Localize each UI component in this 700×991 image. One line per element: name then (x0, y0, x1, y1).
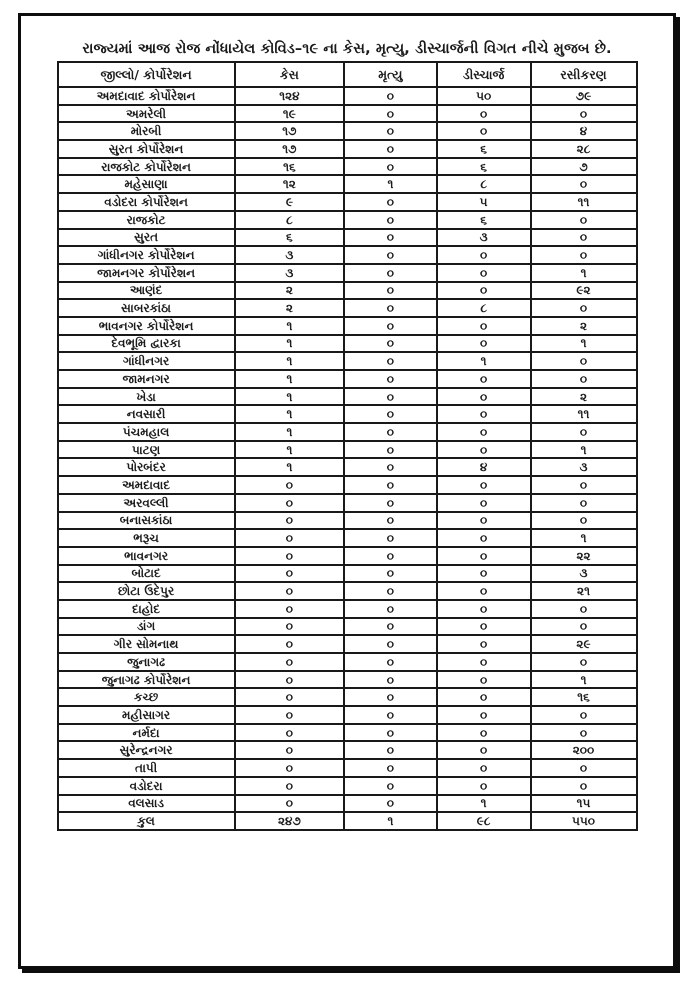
table-row (58, 635, 637, 653)
table-row (58, 388, 637, 406)
table-row (58, 671, 637, 689)
vaccination-cell: ૧૫ (531, 795, 637, 813)
deaths-cell: ૦ (344, 211, 437, 229)
cases-cell: ૦ (235, 600, 344, 618)
vaccination-cell: ૨૨ (531, 547, 637, 565)
district-cell: ખેડા (58, 388, 235, 406)
deaths-cell: ૦ (344, 264, 437, 282)
deaths-cell: ૦ (344, 688, 437, 706)
deaths-cell: ૦ (344, 600, 437, 618)
cases-cell: ૦ (235, 635, 344, 653)
discharge-cell: ૧ (437, 795, 531, 813)
discharge-cell: ૦ (437, 388, 531, 406)
cases-cell: ૦ (235, 795, 344, 813)
vaccination-cell: ૦ (531, 759, 637, 777)
table-row (58, 706, 637, 724)
deaths-cell: ૦ (344, 724, 437, 742)
district-cell: જામનગર (58, 370, 235, 388)
district-cell: અરવલ્લી (58, 494, 235, 512)
district-cell: તાપી (58, 759, 235, 777)
discharge-cell: ૦ (437, 423, 531, 441)
deaths-cell: ૦ (344, 122, 437, 140)
district-cell: સુરત કોર્પોરેશન (58, 140, 235, 158)
table-row (58, 512, 637, 530)
discharge-cell: ૦ (437, 405, 531, 423)
district-cell: ગાંધીનગર (58, 352, 235, 370)
district-cell: પોરબંદર (58, 458, 235, 476)
table-row (58, 193, 637, 211)
district-cell: અમદાવાદ (58, 476, 235, 494)
cases-cell: ૦ (235, 565, 344, 583)
discharge-cell: ૦ (437, 565, 531, 583)
vaccination-cell: ૦ (531, 777, 637, 795)
cases-cell: ૧ (235, 405, 344, 423)
discharge-cell: ૦ (437, 741, 531, 759)
district-cell: ગીર સોમનાથ (58, 635, 235, 653)
cases-cell: ૨ (235, 282, 344, 300)
vaccination-cell: ૨૦૦ (531, 741, 637, 759)
deaths-cell: ૦ (344, 441, 437, 459)
table-row (58, 87, 637, 105)
total-vaccination-cell: ૫૫૦ (531, 812, 637, 830)
deaths-cell: ૧ (344, 175, 437, 193)
deaths-cell: ૦ (344, 512, 437, 530)
table-row (58, 565, 637, 583)
vaccination-cell: ૧૬ (531, 688, 637, 706)
cases-cell: ૧૭ (235, 140, 344, 158)
discharge-cell: ૦ (437, 600, 531, 618)
deaths-cell: ૦ (344, 795, 437, 813)
district-cell: જુનાગઢ (58, 653, 235, 671)
deaths-cell: ૦ (344, 618, 437, 636)
cases-cell: ૧ (235, 458, 344, 476)
deaths-cell: ૦ (344, 229, 437, 247)
table-row (58, 476, 637, 494)
deaths-cell: ૦ (344, 335, 437, 353)
table-row (58, 317, 637, 335)
discharge-cell: ૦ (437, 494, 531, 512)
deaths-cell: ૦ (344, 388, 437, 406)
deaths-cell: ૦ (344, 299, 437, 317)
table-row (58, 299, 637, 317)
vaccination-cell: ૦ (531, 618, 637, 636)
cases-cell: ૩ (235, 246, 344, 264)
vaccination-cell: ૭૯ (531, 87, 637, 105)
table-row (58, 494, 637, 512)
cases-cell: ૧૨૪ (235, 87, 344, 105)
vaccination-cell: ૧ (531, 671, 637, 689)
discharge-cell: ૦ (437, 512, 531, 530)
table-row (58, 618, 637, 636)
table-header (58, 62, 637, 87)
deaths-cell: ૦ (344, 741, 437, 759)
covid-statistics-table (57, 61, 638, 831)
deaths-cell: ૦ (344, 140, 437, 158)
discharge-cell: ૮ (437, 299, 531, 317)
deaths-cell: ૦ (344, 653, 437, 671)
district-cell: અમદાવાદ કોર્પોરેશન (58, 87, 235, 105)
vaccination-cell: ૧૧ (531, 193, 637, 211)
deaths-cell: ૦ (344, 282, 437, 300)
discharge-cell: ૦ (437, 618, 531, 636)
vaccination-cell: ૦ (531, 512, 637, 530)
district-cell: જામનગર કોર્પોરેશન (58, 264, 235, 282)
discharge-cell: ૦ (437, 335, 531, 353)
cases-cell: ૦ (235, 476, 344, 494)
district-cell: આણંદ (58, 282, 235, 300)
cases-cell: ૦ (235, 759, 344, 777)
vaccination-column-header: રસીકરણ (531, 62, 637, 87)
discharge-cell: ૦ (437, 547, 531, 565)
table-row (58, 175, 637, 193)
table-body (58, 87, 637, 812)
deaths-cell: ૦ (344, 565, 437, 583)
cases-cell: ૧૨ (235, 175, 344, 193)
vaccination-cell: ૩ (531, 458, 637, 476)
table-row (58, 140, 637, 158)
table-row (58, 352, 637, 370)
district-cell: પંચમહાલ (58, 423, 235, 441)
vaccination-cell: ૨૯ (531, 635, 637, 653)
district-cell: નવસારી (58, 405, 235, 423)
table-row (58, 423, 637, 441)
page-border-frame (18, 13, 676, 969)
district-cell: વડોદરા કોર્પોરેશન (58, 193, 235, 211)
discharge-cell: ૦ (437, 653, 531, 671)
district-cell: અમરેલી (58, 105, 235, 123)
deaths-cell: ૦ (344, 706, 437, 724)
table-row (58, 405, 637, 423)
vaccination-cell: ૦ (531, 229, 637, 247)
district-cell: મોરબી (58, 122, 235, 140)
deaths-cell: ૦ (344, 494, 437, 512)
deaths-cell: ૦ (344, 635, 437, 653)
total-cases-cell: ૨૪૭ (235, 812, 344, 830)
discharge-cell: ૫ (437, 193, 531, 211)
district-cell: મહીસાગર (58, 706, 235, 724)
cases-cell: ૦ (235, 688, 344, 706)
cases-cell: ૧૬ (235, 158, 344, 176)
deaths-cell: ૦ (344, 158, 437, 176)
vaccination-cell: ૦ (531, 476, 637, 494)
cases-cell: ૦ (235, 706, 344, 724)
cases-cell: ૩ (235, 264, 344, 282)
discharge-cell: ૮ (437, 175, 531, 193)
table-row (58, 158, 637, 176)
cases-cell: ૮ (235, 211, 344, 229)
cases-cell: ૦ (235, 582, 344, 600)
discharge-cell: ૦ (437, 582, 531, 600)
discharge-cell: ૦ (437, 282, 531, 300)
cases-cell: ૦ (235, 671, 344, 689)
vaccination-cell: ૦ (531, 370, 637, 388)
vaccination-cell: ૦ (531, 724, 637, 742)
discharge-cell: ૬ (437, 158, 531, 176)
cases-cell: ૯ (235, 193, 344, 211)
district-cell: ભાવનગર કોર્પોરેશન (58, 317, 235, 335)
discharge-cell: ૦ (437, 671, 531, 689)
total-discharge-cell: ૯૮ (437, 812, 531, 830)
vaccination-cell: ૩ (531, 565, 637, 583)
deaths-cell: ૦ (344, 87, 437, 105)
vaccination-cell: ૨ (531, 317, 637, 335)
page-title: રાજ્યમાં આજ રોજ નોંધાયેલ કોવિડ–૧૯ ના કેસ, મૃત્યુ, ડીસ્ચાર્જની વિગત નીચે મુજબ છે. (82, 41, 612, 57)
table-row (58, 724, 637, 742)
cases-cell: ૧ (235, 335, 344, 353)
vaccination-cell: ૧ (531, 264, 637, 282)
vaccination-cell: ૦ (531, 299, 637, 317)
discharge-cell: ૫૦ (437, 87, 531, 105)
district-cell: પાટણ (58, 441, 235, 459)
deaths-cell: ૦ (344, 529, 437, 547)
district-cell: મહેસાણા (58, 175, 235, 193)
table-row (58, 122, 637, 140)
table-row (58, 741, 637, 759)
vaccination-cell: ૦ (531, 352, 637, 370)
district-cell: ડાંગ (58, 618, 235, 636)
deaths-cell: ૦ (344, 423, 437, 441)
table-row (58, 759, 637, 777)
district-cell: દાહોદ (58, 600, 235, 618)
deaths-cell: ૦ (344, 193, 437, 211)
deaths-cell: ૦ (344, 105, 437, 123)
cases-cell: ૧૭ (235, 122, 344, 140)
cases-cell: ૦ (235, 777, 344, 795)
district-cell: સુરત (58, 229, 235, 247)
district-cell: બનાસકાંઠા (58, 512, 235, 530)
discharge-cell: ૦ (437, 777, 531, 795)
deaths-cell: ૦ (344, 246, 437, 264)
vaccination-cell: ૦ (531, 494, 637, 512)
district-cell: વડોદરા (58, 777, 235, 795)
table-row (58, 653, 637, 671)
vaccination-cell: ૦ (531, 706, 637, 724)
vaccination-cell: ૦ (531, 105, 637, 123)
cases-cell: ૦ (235, 547, 344, 565)
total-deaths-cell: ૧ (344, 812, 437, 830)
total-row (58, 812, 637, 830)
discharge-cell: ૦ (437, 441, 531, 459)
vaccination-cell: ૧૧ (531, 405, 637, 423)
vaccination-cell: ૧ (531, 441, 637, 459)
cases-cell: ૦ (235, 741, 344, 759)
deaths-cell: ૦ (344, 370, 437, 388)
district-cell: કચ્છ (58, 688, 235, 706)
table-row (58, 229, 637, 247)
discharge-cell: ૬ (437, 211, 531, 229)
cases-column-header: કેસ (235, 62, 344, 87)
cases-cell: ૬ (235, 229, 344, 247)
deaths-cell: ૦ (344, 547, 437, 565)
deaths-cell: ૦ (344, 405, 437, 423)
vaccination-cell: ૦ (531, 653, 637, 671)
discharge-cell: ૦ (437, 706, 531, 724)
cases-cell: ૦ (235, 512, 344, 530)
table-row (58, 688, 637, 706)
discharge-column-header: ડીસ્ચાર્જ (437, 62, 531, 87)
table-row (58, 777, 637, 795)
district-cell: છોટા ઉદેપુર (58, 582, 235, 600)
deaths-cell: ૦ (344, 759, 437, 777)
discharge-cell: ૦ (437, 688, 531, 706)
discharge-cell: ૦ (437, 529, 531, 547)
discharge-cell: ૪ (437, 458, 531, 476)
cases-cell: ૧ (235, 441, 344, 459)
table-row (58, 282, 637, 300)
district-cell: સાબરકાંઠા (58, 299, 235, 317)
table-row (58, 105, 637, 123)
vaccination-cell: ૪ (531, 122, 637, 140)
discharge-cell: ૦ (437, 370, 531, 388)
vaccination-cell: ૭ (531, 158, 637, 176)
vaccination-cell: ૧ (531, 335, 637, 353)
cases-cell: ૦ (235, 618, 344, 636)
discharge-cell: ૦ (437, 105, 531, 123)
vaccination-cell: ૦ (531, 175, 637, 193)
vaccination-cell: ૨૮ (531, 140, 637, 158)
cases-cell: ૧૯ (235, 105, 344, 123)
table-row (58, 547, 637, 565)
cases-cell: ૧ (235, 370, 344, 388)
discharge-cell: ૦ (437, 724, 531, 742)
table-row (58, 529, 637, 547)
district-cell: રાજકોટ (58, 211, 235, 229)
table-row (58, 600, 637, 618)
discharge-cell: ૦ (437, 759, 531, 777)
vaccination-cell: ૦ (531, 211, 637, 229)
discharge-cell: ૦ (437, 317, 531, 335)
table-row (58, 795, 637, 813)
vaccination-cell: ૧ (531, 529, 637, 547)
deaths-cell: ૦ (344, 352, 437, 370)
deaths-cell: ૦ (344, 458, 437, 476)
table-footer (58, 812, 637, 830)
district-cell: સુરેન્દ્રનગર (58, 741, 235, 759)
discharge-cell: ૩ (437, 229, 531, 247)
table-row (58, 246, 637, 264)
deaths-cell: ૦ (344, 777, 437, 795)
discharge-cell: ૧ (437, 352, 531, 370)
header-row (58, 62, 637, 87)
vaccination-cell: ૦ (531, 423, 637, 441)
district-cell: જુનાગઢ કોર્પોરેશન (58, 671, 235, 689)
deaths-column-header: મૃત્યુ (344, 62, 437, 87)
district-cell: બોટાદ (58, 565, 235, 583)
district-cell: ભરૂચ (58, 529, 235, 547)
discharge-cell: ૦ (437, 246, 531, 264)
discharge-cell: ૦ (437, 476, 531, 494)
cases-cell: ૧ (235, 352, 344, 370)
table-row (58, 211, 637, 229)
district-cell: નર્મદા (58, 724, 235, 742)
vaccination-cell: ૯૨ (531, 282, 637, 300)
table-row (58, 441, 637, 459)
vaccination-cell: ૦ (531, 600, 637, 618)
discharge-cell: ૦ (437, 122, 531, 140)
discharge-cell: ૦ (437, 264, 531, 282)
cases-cell: ૨ (235, 299, 344, 317)
vaccination-cell: ૨૧ (531, 582, 637, 600)
district-cell: વલસાડ (58, 795, 235, 813)
district-cell: ભાવનગર (58, 547, 235, 565)
cases-cell: ૦ (235, 724, 344, 742)
deaths-cell: ૦ (344, 671, 437, 689)
vaccination-cell: ૦ (531, 246, 637, 264)
district-column-header: જીલ્લો/ કોર્પોરેશન (58, 62, 235, 87)
district-cell: ગાંધીનગર કોર્પોરેશન (58, 246, 235, 264)
cases-cell: ૧ (235, 388, 344, 406)
district-cell: દેવભૂમિ દ્વારકા (58, 335, 235, 353)
table-row (58, 335, 637, 353)
table-row (58, 582, 637, 600)
district-cell: રાજકોટ કોર્પોરેશન (58, 158, 235, 176)
total-label-cell: કુલ (58, 812, 235, 830)
vaccination-cell: ૨ (531, 388, 637, 406)
cases-cell: ૧ (235, 317, 344, 335)
cases-cell: ૧ (235, 423, 344, 441)
deaths-cell: ૦ (344, 476, 437, 494)
cases-cell: ૦ (235, 529, 344, 547)
deaths-cell: ૦ (344, 317, 437, 335)
deaths-cell: ૦ (344, 582, 437, 600)
discharge-cell: ૬ (437, 140, 531, 158)
table-row (58, 370, 637, 388)
discharge-cell: ૦ (437, 635, 531, 653)
cases-cell: ૦ (235, 653, 344, 671)
cases-cell: ૦ (235, 494, 344, 512)
table-row (58, 264, 637, 282)
table-row (58, 458, 637, 476)
